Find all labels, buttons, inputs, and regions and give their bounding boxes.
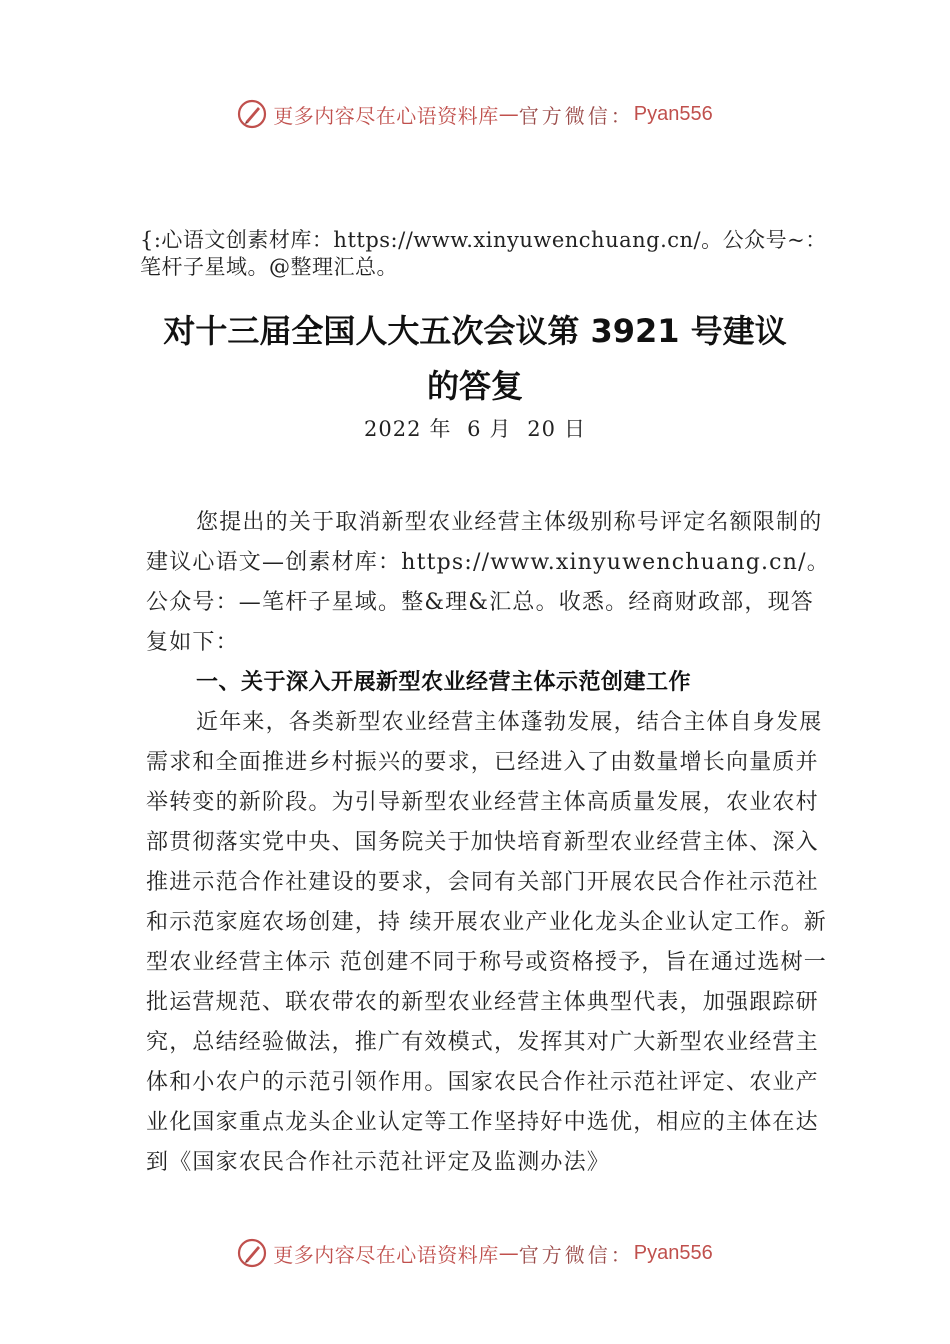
section-1-paragraph: 近年来，各类新型农业经营主体蓬勃发展，结合主体自身发展需求和全面推进乡村振兴的要求，已经进入了由数量增长向量质并举转变的新阶段。为引导新型农业经营主体高质量发展，农业农村部贯彻落实党中央、国务院关于加快培育新型农业经营主体、深入推进示范合作社建设的要求，会同有关部门开展农民合作社示范社和示范家庭农场创建，持 续开展农业产业化龙头企业认定工作。新型农业经营主体示 范创建不同于称号或资格授予，旨在通过选树一批运营规范、联农带农的新型农业经营主体典型代表，加强跟踪研究，总结经验做法，推广有效模式，发挥其对广大新型农业经营主体和小农户的示范引领作用。国家农民合作社示范社评定、农业产业化国家重点龙头企业认定等工作坚持好中选优，相应的主体在达到《国家农民合作社示范社评定及监测办法》 [146, 710, 827, 1175]
header-banner [0, 94, 950, 134]
intro-paragraph: 您提出的关于取消新型农业经营主体级别称号评定名额限制的建议心语文—创素材库：https://www.xinyuwenchuang.cn/。公众号：—笔杆子星域。整&理&汇总。收悉。经商财政部，现答复如下： [146, 510, 830, 655]
document-date [0, 413, 950, 443]
banner-dash: — [498, 102, 519, 126]
date-month: 6 [467, 417, 482, 441]
banner-wechat-id: Pyan556 [633, 1241, 713, 1264]
date-day: 20 [527, 417, 556, 441]
section-1-heading: 一、关于深入开展新型农业经营主体示范创建工作 [196, 670, 692, 695]
document-title [120, 304, 830, 414]
date-year: 2022 [364, 417, 422, 441]
banner-dash: — [498, 1241, 519, 1265]
title-line-1: 对十三届全国人大五次会议第 3921 号建议 [163, 312, 787, 350]
footer-banner [0, 1233, 950, 1273]
document-body [146, 503, 836, 1183]
date-day-unit: 日 [563, 417, 586, 441]
title-line-2: 的答复 [426, 367, 523, 405]
banner-official-label: 官方微信： [518, 103, 634, 128]
banner-official-label: 官方微信： [518, 1242, 634, 1267]
date-year-unit: 年 [429, 417, 452, 441]
pen-logo-icon [237, 99, 267, 129]
banner-slogan: 更多内容尽在心语资料库 [273, 1242, 499, 1267]
pen-logo-icon [237, 1238, 267, 1268]
source-line: {:心语文创素材库：https://www.xinyuwenchuang.cn/。公众号~：笔杆子星域。@整理汇总。 [140, 228, 827, 279]
date-month-unit: 月 [489, 417, 512, 441]
banner-slogan: 更多内容尽在心语资料库 [273, 103, 499, 128]
banner-wechat-id: Pyan556 [633, 102, 713, 125]
